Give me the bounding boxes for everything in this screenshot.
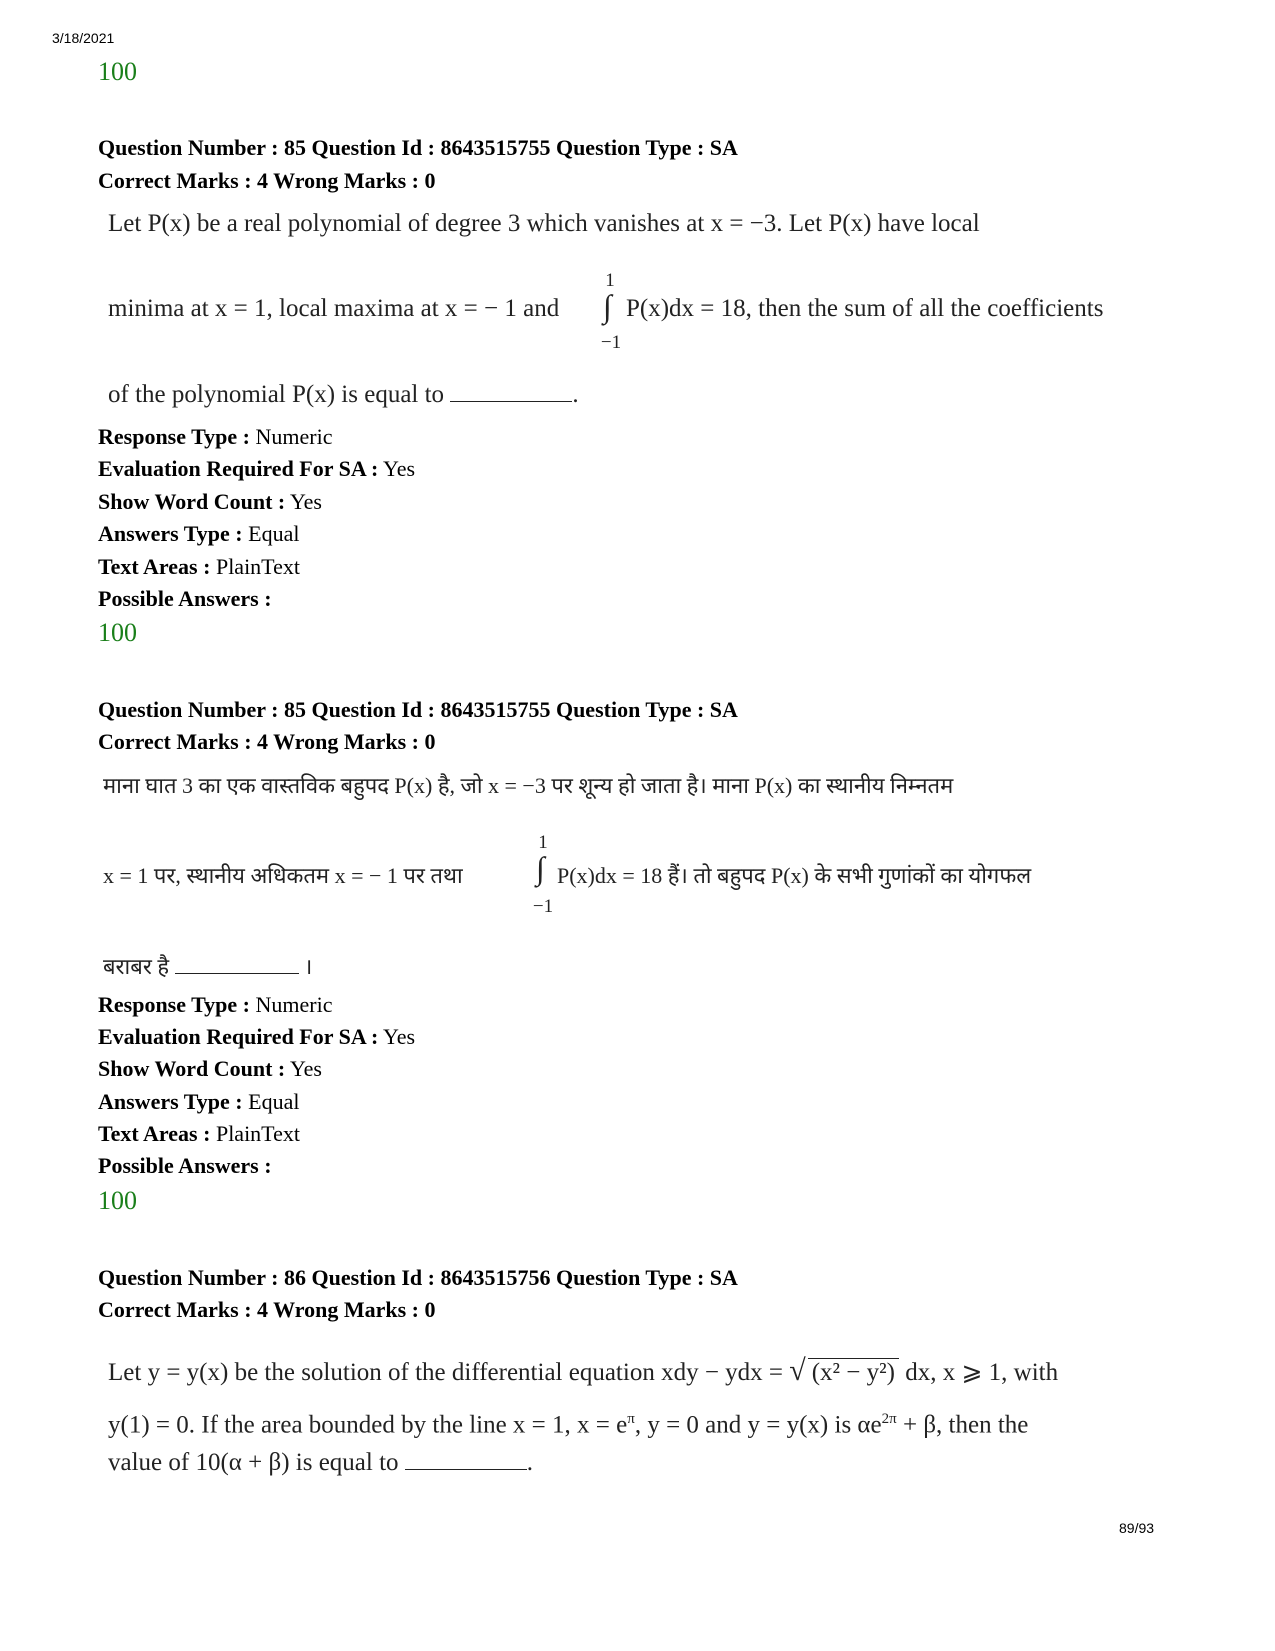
superscript-pi: π — [627, 1411, 635, 1427]
text-areas-row: Text Areas : PlainText — [98, 1121, 300, 1146]
answers-type-row: Answers Type : Equal — [98, 521, 300, 546]
response-type-row: Response Type : Numeric — [98, 424, 333, 449]
question-marks: Correct Marks : 4 Wrong Marks : 0 — [98, 1297, 436, 1322]
question-marks: Correct Marks : 4 Wrong Marks : 0 — [98, 729, 436, 754]
response-type-value: Numeric — [255, 424, 333, 449]
question-text-line-2-start: y(1) = 0. If the area bounded by the line x = 1, x = e — [108, 1411, 628, 1439]
line-end-punctuation: . — [572, 381, 579, 408]
response-type-row: Response Type : Numeric — [98, 992, 333, 1017]
question-text-line-3-text: बराबर है — [103, 954, 170, 979]
question-text-line-3-text: value of 10(α + β) is equal to — [108, 1449, 399, 1476]
evaluation-value: Yes — [383, 1024, 416, 1049]
answers-type-row: Answers Type : Equal — [98, 1089, 300, 1114]
line-end-punctuation: । — [304, 954, 313, 979]
question-text-line-1: माना घात 3 का एक वास्तविक बहुपद P(x) है, जो x = −3 पर शून्य हो जाता है। माना P(x) का स्थानीय निम्नतम — [103, 773, 954, 798]
possible-answers-label: Possible Answers : — [98, 586, 272, 611]
question-text-line-3 — [108, 1449, 533, 1477]
question-header: Question Number : 85 Question Id : 8643515755 Question Type : SA — [98, 135, 738, 160]
question-text-line-2-middle: , y = 0 and y = y(x) is αe — [634, 1411, 882, 1439]
question-text-line-3 — [103, 951, 312, 981]
word-count-value: Yes — [289, 489, 322, 514]
question-text-line-2-end: + β, then the — [896, 1411, 1029, 1439]
previous-answer-value: 100 — [98, 57, 137, 86]
question-text-line-2-end: P(x)dx = 18 हैं। तो बहुपद P(x) के सभी गुणांकों का योगफल — [557, 863, 1032, 888]
question-text-line-1: Let y = y(x) be the solution of the differential equation xdy − ydx = √ (x² − y²) dx, x ⩾ 1, with — [108, 1354, 1059, 1387]
word-count-row: Show Word Count : Yes — [98, 489, 322, 514]
possible-answers-label: Possible Answers : — [98, 1153, 272, 1178]
integral-sign: ∫ — [536, 850, 545, 886]
text-areas-value: PlainText — [215, 554, 300, 579]
evaluation-row: Evaluation Required For SA : Yes — [98, 1024, 416, 1049]
integral-upper-limit: 1 — [605, 270, 615, 291]
question-text-line-3-text: of the polynomial P(x) is equal to — [108, 381, 445, 408]
response-type-value: Numeric — [255, 992, 333, 1017]
word-count-value: Yes — [289, 1056, 322, 1081]
word-count-row: Show Word Count : Yes — [98, 1056, 322, 1081]
integral-upper-limit: 1 — [538, 832, 548, 853]
page-number: 89/93 — [1119, 1520, 1155, 1536]
question-text-line-3 — [108, 381, 579, 409]
answers-type-value: Equal — [248, 521, 300, 546]
answer-blank — [405, 1449, 527, 1470]
question-text-line-1: Let P(x) be a real polynomial of degree 3 which vanishes at x = −3. Let P(x) have local — [108, 210, 980, 237]
answers-type-value: Equal — [248, 1089, 300, 1114]
question-marks: Correct Marks : 4 Wrong Marks : 0 — [98, 168, 436, 193]
superscript-2pi: 2π — [881, 1411, 897, 1427]
integral-sign: ∫ — [603, 288, 612, 324]
text-areas-row: Text Areas : PlainText — [98, 554, 300, 579]
possible-answer-value: 100 — [98, 618, 137, 647]
text-areas-value: PlainText — [215, 1121, 300, 1146]
question-text-line-2-start: minima at x = 1, local maxima at x = − 1 and — [108, 295, 560, 322]
possible-answer-value: 100 — [98, 1186, 137, 1215]
question-text-line-1-start: Let y = y(x) be the solution of the differential equation xdy − ydx = — [108, 1359, 784, 1386]
print-date: 3/18/2021 — [52, 30, 115, 46]
integral-lower-limit: −1 — [600, 332, 622, 353]
square-root-expression: (x² − y²) — [808, 1358, 899, 1387]
question-text-line-2-start: x = 1 पर, स्थानीय अधिकतम x = − 1 पर तथा — [103, 863, 463, 888]
question-text-line-1-end: dx, x ⩾ 1, with — [905, 1359, 1059, 1386]
question-header: Question Number : 85 Question Id : 8643515755 Question Type : SA — [98, 697, 738, 722]
integral-lower-limit: −1 — [532, 896, 554, 917]
question-header: Question Number : 86 Question Id : 8643515756 Question Type : SA — [98, 1265, 738, 1290]
question-text-line-2 — [108, 1411, 1028, 1439]
line-end-punctuation: . — [526, 1449, 534, 1476]
question-text-line-2-end: P(x)dx = 18, then the sum of all the coefficients — [626, 295, 1104, 322]
evaluation-value: Yes — [383, 456, 416, 481]
answer-blank — [450, 381, 572, 402]
evaluation-row: Evaluation Required For SA : Yes — [98, 456, 416, 481]
answer-blank — [175, 953, 299, 974]
